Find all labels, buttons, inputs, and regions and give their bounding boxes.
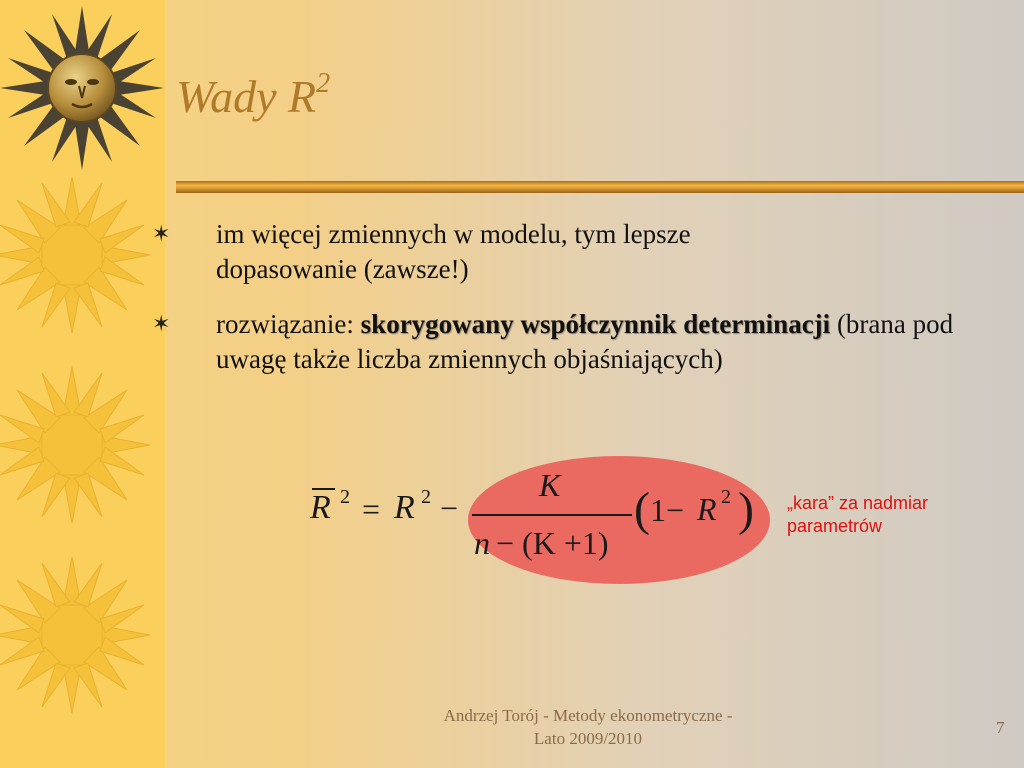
- formula-lhs-exponent: 2: [340, 486, 350, 508]
- penalty-highlight-ellipse: [468, 456, 770, 584]
- slide-title-text: Wady R: [176, 71, 317, 122]
- bullet-item-1: im więcej zmiennych w modelu, tym lepsze dopasowanie (zawsze!): [216, 219, 691, 284]
- slide-title-superscript: 2: [316, 67, 331, 99]
- formula-r-exponent: 2: [421, 486, 431, 508]
- fraction-numerator: K: [539, 467, 561, 503]
- paren-r: R: [697, 491, 717, 527]
- bullet-2-prefix: rozwiązanie:: [216, 309, 361, 339]
- bullet-2-suffix: (brana pod uwagę także liczba zmiennych objaśniających): [216, 309, 954, 374]
- formula-r: R: [394, 489, 415, 526]
- page-number: 7: [996, 718, 1005, 737]
- paren-close: ): [738, 483, 754, 536]
- paren-one-minus: 1−: [650, 492, 685, 528]
- fraction-bar: [472, 514, 632, 516]
- formula-lhs: R: [310, 489, 331, 526]
- bullet-star-icon: ✶: [152, 221, 171, 246]
- paren-open: (: [634, 483, 650, 536]
- fraction-denominator-rest: − (K +1): [496, 525, 609, 561]
- penalty-note: „kara” za nadmiar parametrów: [787, 493, 929, 536]
- bullet-star-icon: ✶: [152, 311, 171, 336]
- formula-equals: =: [362, 491, 381, 527]
- fraction-denominator-n: n: [474, 525, 490, 561]
- slide-footer: Andrzej Torój - Metody ekonometryczne - Lato 2009/2010: [443, 706, 733, 748]
- formula-minus: −: [440, 490, 459, 526]
- bullet-2-bold-term: skorygowany współczynnik determinacji: [360, 309, 831, 339]
- paren-r-exponent: 2: [721, 486, 731, 508]
